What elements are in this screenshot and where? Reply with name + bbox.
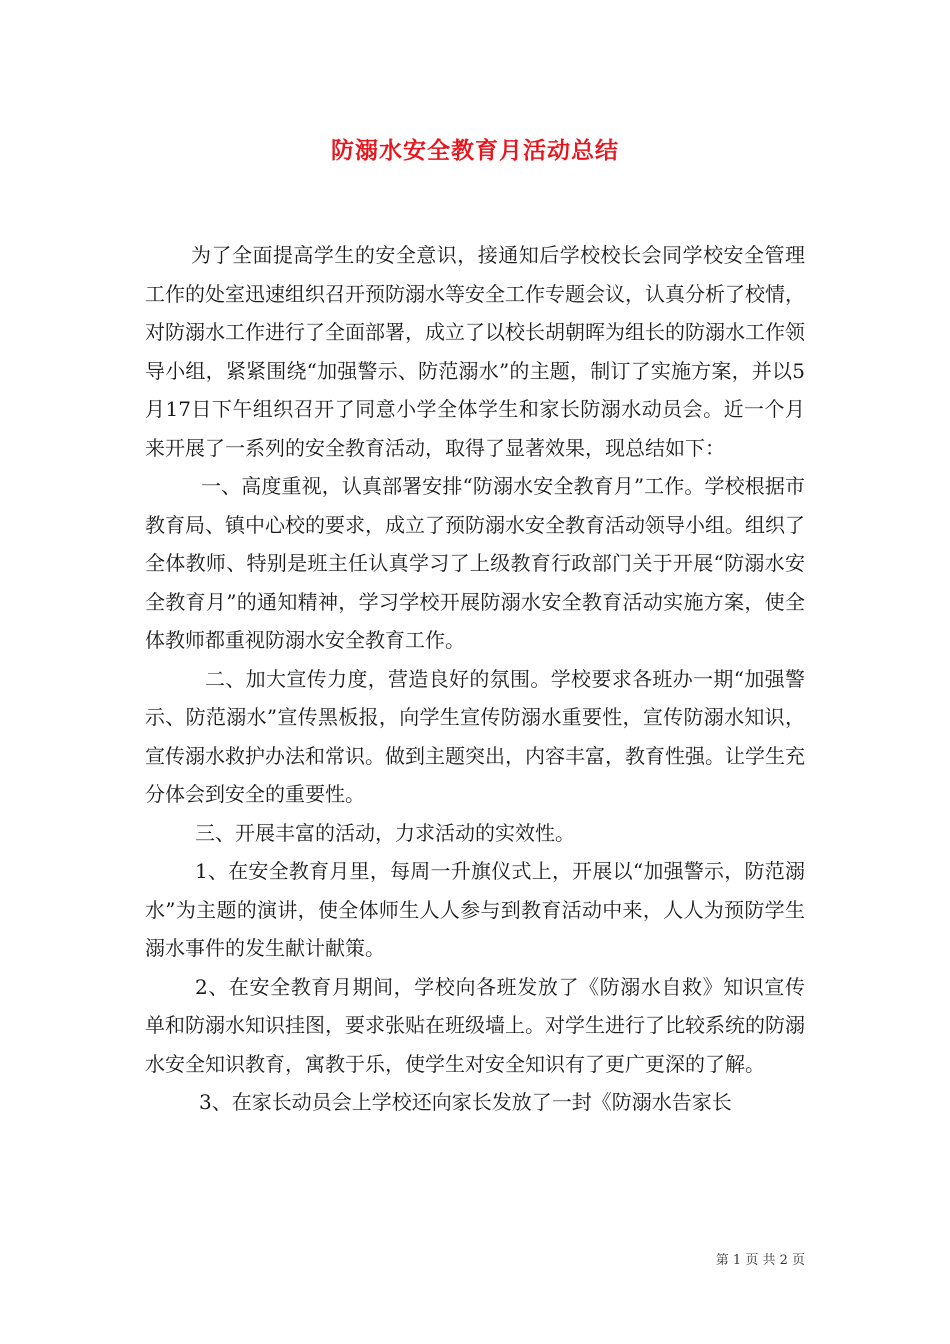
paragraph-item-one: 1、在安全教育月里，每周一升旗仪式上，开展以“加强警示，防范溺水”为主题的演讲，使全体师生人人参与到教育活动中来，人人为预防学生溺水事件的发生献计献策。 bbox=[145, 859, 805, 960]
document-title: 防溺水安全教育月活动总结 bbox=[331, 137, 619, 164]
paragraph-item-two: 2、在安全教育月期间，学校向各班发放了《防溺水自救》知识宣传单和防溺水知识挂图，要求张贴在班级墙上。对学生进行了比较系统的防溺水安全知识教育，寓教于乐，使学生对安全知识有了更广更深的了解。 bbox=[145, 974, 805, 1076]
page-indicator: 第 1 页 共 2 页 bbox=[715, 1253, 805, 1268]
paragraph-item-three: 3、在家长动员会上学校还向家长发放了一封《防溺水告家长 bbox=[199, 1090, 732, 1114]
paragraph-section-three: 三、开展丰富的活动，力求活动的实效性。 bbox=[195, 820, 575, 845]
paragraph-intro: 为了全面提高学生的安全意识，接通知后学校校长会同学校安全管理工作的处室迅速组织召开预防溺水等安全工作专题会议，认真分析了校情，对防溺水工作进行了全面部署，成立了以校长胡朝晖为组长的防溺水工作领导小组，紧紧围绕“加强警示、防范溺水”的主题，制订了实施方案，并以5月17日下午组织召开了同意小学全体学生和家长防溺水动员会。近一个月来开展了一系列的安全教育活动，取得了显著效果，现总结如下： bbox=[145, 243, 805, 460]
paragraph-section-two: 二、加大宣传力度，营造良好的氛围。学校要求各班办一期“加强警示、防范溺水”宣传黑板报，向学生宣传防溺水重要性，宣传防溺水知识，宣传溺水救护办法和常识。做到主题突出，内容丰富，教育性强。让学生充分体会到安全的重要性。 bbox=[145, 666, 805, 806]
paragraph-section-one: 一、高度重视，认真部署安排“防溺水安全教育月”工作。学校根据市教育局、镇中心校的要求，成立了预防溺水安全教育活动领导小组。组织了全体教师、特别是班主任认真学习了上级教育行政部门关于开展“防溺水安全教育月”的通知精神，学习学校开展防溺水安全教育活动实施方案，使全体教师都重视防溺水安全教育工作。 bbox=[145, 474, 805, 652]
document-body bbox=[145, 236, 805, 1122]
